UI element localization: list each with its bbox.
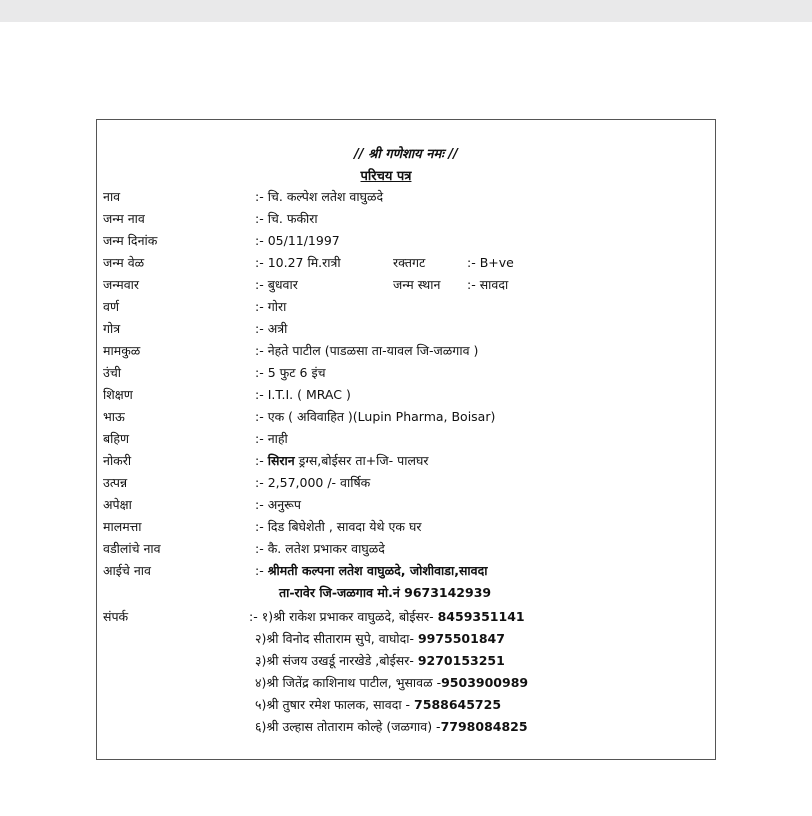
contact-text: ५)श्री तुषार रमेश फालक, सावदा -	[255, 697, 415, 712]
row-label: शिक्षण	[103, 387, 133, 402]
row-value: :- बुधवार	[255, 277, 298, 292]
row-education	[103, 384, 709, 406]
row-job	[103, 450, 709, 472]
mother-name-value: श्रीमती कल्पना लतेश वाघुळदे, जोशीवाडा,सावदा	[267, 563, 488, 578]
row-maternal-family	[103, 340, 709, 362]
row-value: :- अत्री	[255, 321, 288, 336]
row-birth-time	[103, 252, 709, 274]
value-rest: ड्रग्स,बोईसर ता+जि- पालघर	[294, 453, 429, 468]
row-value: :- 5 फुट 6 इंच	[255, 365, 326, 380]
birth-place-label: जन्म स्थान	[393, 277, 441, 292]
row-birth-date	[103, 230, 709, 252]
row-value: :- चि. फकीरा	[255, 211, 318, 226]
row-gotra	[103, 318, 709, 340]
value-prefix: :-	[255, 453, 268, 468]
row-birth-name	[103, 208, 709, 230]
row-label: जन्मवार	[103, 277, 140, 292]
row-label: गोत्र	[103, 321, 121, 336]
blood-group-label: रक्तगट	[393, 255, 426, 270]
row-label: मामकुळ	[103, 343, 141, 358]
row-label: वर्ण	[103, 299, 119, 314]
contact-text: :- १)श्री राकेश प्रभाकर वाघुळदे, बोईसर-	[249, 609, 438, 624]
invocation-heading: // श्री गणेशाय नमः //	[354, 147, 458, 162]
row-label: जन्म वेळ	[103, 255, 145, 270]
row-value: :- नेहते पाटील (पाडळसा ता-यावल जि-जळगाव )	[255, 343, 479, 358]
row-complexion	[103, 296, 709, 318]
row-name	[103, 186, 709, 208]
blood-group-value: :- B+ve	[467, 255, 514, 270]
contact-text: २)श्री विनोद सीताराम सुपे, वाघोदा-	[255, 631, 418, 646]
birth-place-value: :- सावदा	[467, 277, 509, 292]
contact-phone: 7798084825	[440, 719, 528, 734]
row-value: :- I.T.I. ( MRAC )	[255, 387, 351, 402]
row-value	[255, 450, 428, 472]
contact-phone: 8459351141	[437, 609, 525, 624]
row-label: जन्म दिनांक	[103, 233, 158, 248]
row-property	[103, 516, 709, 538]
contact-text: ६)श्री उल्हास तोताराम कोल्हे (जळगाव) -	[255, 719, 441, 734]
row-value: :- नाही	[255, 431, 288, 446]
contact-text: ४)श्री जितेंद्र काशिनाथ पाटील, भुसावळ -	[255, 675, 442, 690]
document-title: परिचय पत्र	[360, 169, 412, 184]
row-value: :- कै. लतेश प्रभाकर वाघुळदे	[255, 541, 385, 556]
row-value	[255, 560, 487, 582]
row-value: :- 10.27 मि.रात्री	[255, 255, 341, 270]
contact-phone: 7588645725	[414, 697, 502, 712]
row-contact	[103, 606, 709, 628]
row-label: संपर्क	[103, 609, 129, 624]
contact-item	[249, 606, 525, 628]
row-label: उत्पन्न	[103, 475, 128, 490]
contact-item	[255, 672, 528, 694]
row-value: :- दिड बिघेशेती , सावदा येथे एक घर	[255, 519, 422, 534]
contact-text: ३)श्री संजय उखर्डू नारखेडे ,बोईसर-	[255, 653, 418, 668]
contact-phone: 9975501847	[417, 631, 505, 646]
row-value: :- 2,57,000 /- वार्षिक	[255, 475, 371, 490]
contact-item	[255, 716, 528, 738]
row-label: आईचे नाव	[103, 563, 151, 578]
row-income	[103, 472, 709, 494]
row-sister	[103, 428, 709, 450]
company-name: सिरान	[267, 453, 295, 468]
row-expectation	[103, 494, 709, 516]
contact-phone: 9270153251	[417, 653, 505, 668]
biodata-document	[96, 119, 716, 760]
top-bar	[0, 0, 812, 22]
row-brother	[103, 406, 709, 428]
row-label: अपेक्षा	[103, 497, 132, 512]
row-height	[103, 362, 709, 384]
contact-item	[255, 650, 505, 672]
row-label: उंची	[103, 365, 122, 380]
contact-item	[255, 628, 505, 650]
value-prefix: :-	[255, 563, 268, 578]
row-value: :- एक ( अविवाहित )(Lupin Pharma, Boisar)	[255, 409, 496, 424]
row-label: बहिण	[103, 431, 130, 446]
row-value: :- 05/11/1997	[255, 233, 340, 248]
row-label: भाऊ	[103, 409, 125, 424]
row-label: नोकरी	[103, 453, 132, 468]
row-label: जन्म नाव	[103, 211, 145, 226]
row-label: नाव	[103, 189, 121, 204]
row-label: मालमत्ता	[103, 519, 142, 534]
row-value: :- अनुरूप	[255, 497, 301, 512]
mother-address-continuation: ता-रावेर जि-जळगाव मो.नं 9673142939	[279, 585, 492, 600]
contact-item	[255, 694, 501, 716]
row-mother-name	[103, 560, 709, 582]
contact-phone: 9503900989	[441, 675, 529, 690]
row-value: :- चि. कल्पेश लतेश वाघुळदे	[255, 189, 384, 204]
row-father-name	[103, 538, 709, 560]
row-value: :- गोरा	[255, 299, 287, 314]
row-birth-day	[103, 274, 709, 296]
row-label: वडीलांचे नाव	[103, 541, 161, 556]
